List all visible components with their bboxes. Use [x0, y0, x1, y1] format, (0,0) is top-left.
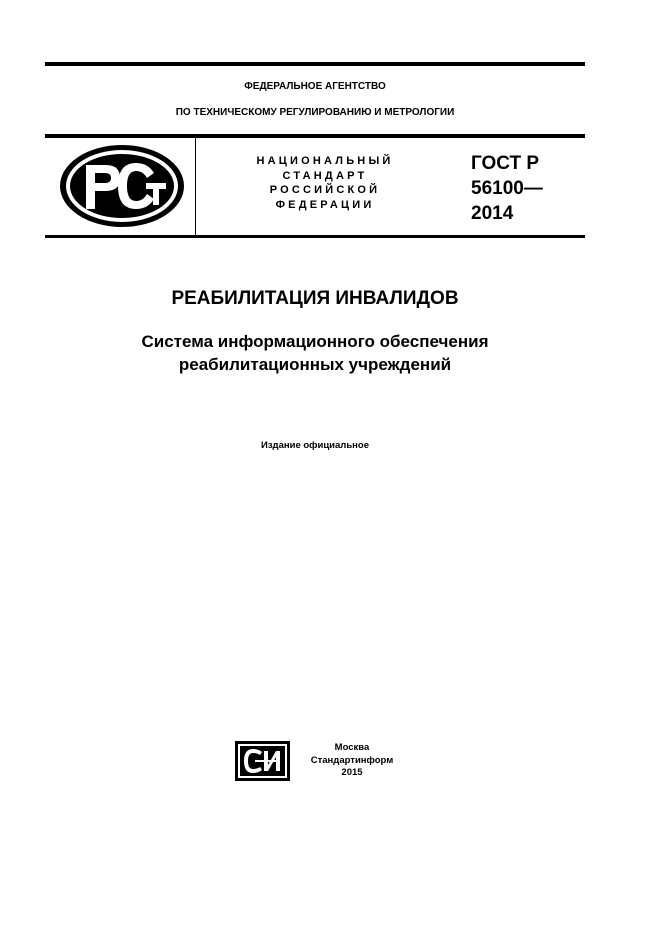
national-line: СТАНДАРТ — [282, 169, 368, 182]
national-line: ФЕДЕРАЦИИ — [275, 198, 375, 211]
gost-line-3: 2014 — [471, 203, 514, 224]
bottom-rule — [45, 235, 585, 238]
top-rule — [45, 62, 585, 66]
header-divider — [195, 138, 196, 235]
national-line: НАЦИОНАЛЬНЫЙ — [256, 155, 394, 167]
standartinform-logo-icon — [235, 741, 290, 781]
subtitle-line-1: Система информационного обеспечения — [141, 332, 489, 351]
agency-line-2: ПО ТЕХНИЧЕСКОМУ РЕГУЛИРОВАНИЮ И МЕТРОЛОГИИ — [175, 107, 455, 118]
publisher-name: Стандартинформ — [310, 754, 394, 766]
document-title: РЕАБИЛИТАЦИЯ ИНВАЛИДОВ — [171, 288, 459, 309]
national-line: РОССИЙСКОЙ — [269, 184, 381, 196]
edition-label: Издание официальное — [261, 440, 369, 451]
subtitle-line-2: реабилитационных учреждений — [178, 355, 452, 374]
national-standard-label — [225, 154, 425, 212]
agency-line-1: ФЕДЕРАЛЬНОЕ АГЕНТСТВО — [244, 81, 386, 92]
publisher-info — [300, 742, 404, 780]
middle-rule — [45, 134, 585, 138]
gost-number — [471, 151, 543, 226]
rst-certification-mark-icon — [58, 143, 186, 229]
publisher-city: Москва — [334, 742, 370, 753]
gost-line-1: ГОСТ Р — [471, 153, 540, 174]
document-subtitle — [0, 330, 630, 376]
publisher-year: 2015 — [341, 767, 363, 778]
gost-line-2: 56100— — [471, 178, 543, 199]
